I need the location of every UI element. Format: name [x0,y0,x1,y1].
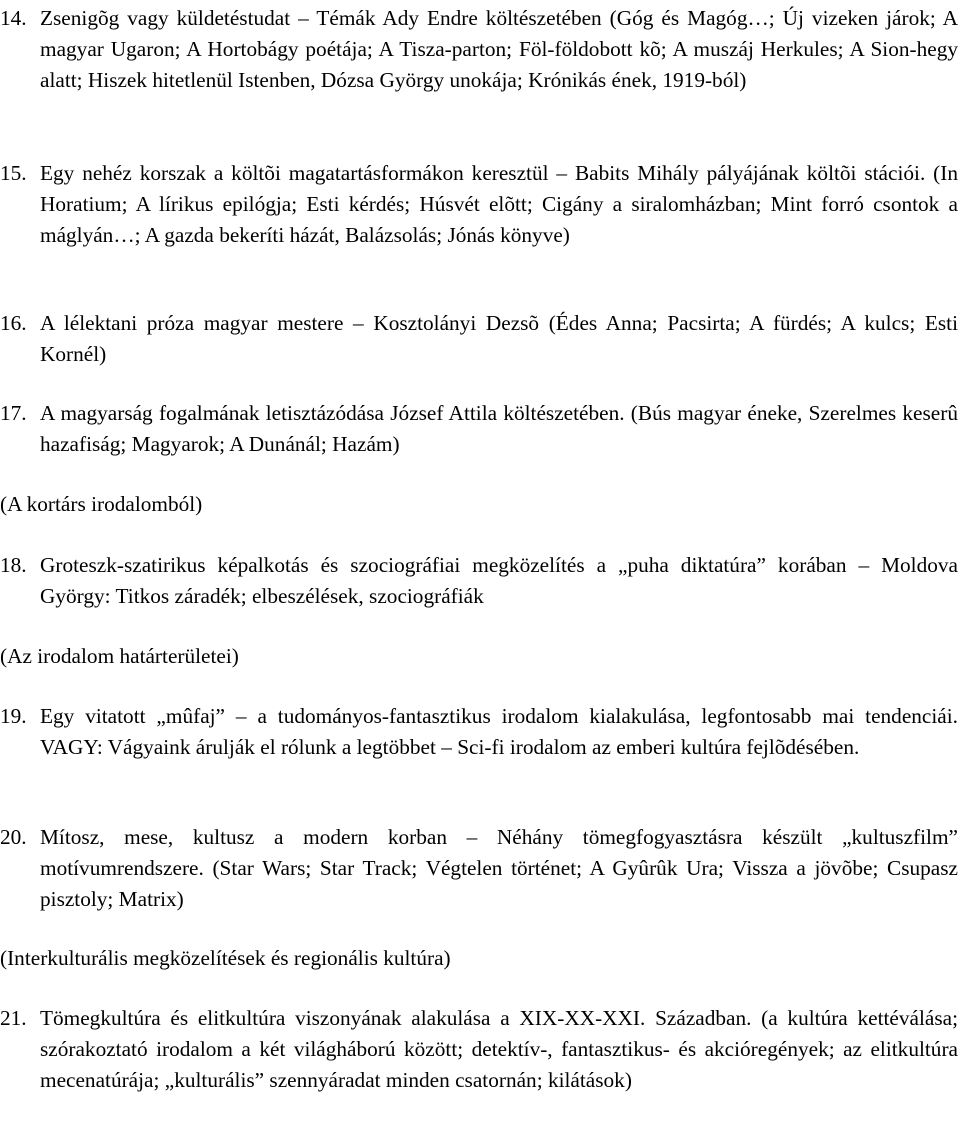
item-number: 21. [0,1006,27,1030]
item-text: Mítosz, mese, kultusz a modern korban – Néhány tömegfogyasztásra készült „kultuszfilm” motívumrendszere. (Star Wars; Star Track; Végtelen történet; A Gyûrûk Ura; Vissza a jövõbe; Csupasz pisztoly; Matrix) [40,825,958,911]
item-number: 17. [0,401,27,425]
list-item-14 [0,3,958,96]
item-text: A lélektani próza magyar mestere – Kosztolányi Dezsõ (Édes Anna; Pacsirta; A fürdés; A kulcs; Esti Kornél) [40,311,958,366]
item-number: 18. [0,553,27,577]
item-text: Groteszk-szatirikus képalkotás és szociográfiai megközelítés a „puha diktatúra” korában – Moldova György: Titkos záradék; elbeszélések, szociográfiák [40,553,958,608]
item-number: 14. [0,6,27,30]
section-heading-borders: (Az irodalom határterületei) [0,644,239,668]
item-text: Zsenigõg vagy küldetéstudat – Témák Ady Endre költészetében (Góg és Magóg…; Új vizeken járok; A magyar Ugaron; A Hortobágy poétája; A Tisza-parton; Föl-földobott kõ; A muszáj Herkules; A Sion-hegy alatt; Hiszek hitetlenül Istenben, Dózsa György unokája; Krónikás ének, 1919-ból) [40,6,958,92]
item-number: 16. [0,311,27,335]
list-item-17 [0,398,958,460]
item-number: 15. [0,161,27,185]
item-text: Tömegkultúra és elitkultúra viszonyának alakulása a XIX-XX-XXI. Században. (a kultúra kettéválása; szórakoztató irodalom a két világháború között; detektív-, fantasztikus- és akcióregények; az elitkultúra mecenatúrája; „kulturális” szennyáradat minden csatornán; kilátások) [40,1006,958,1092]
list-item-16 [0,308,958,370]
section-heading-contemporary: (A kortárs irodalomból) [0,492,203,516]
list-item-20 [0,822,958,915]
list-item-15 [0,158,958,251]
item-text: Egy vitatott „mûfaj” – a tudományos-fantasztikus irodalom kialakulása, legfontosabb mai tendenciái. VAGY: Vágyaink árulják el rólunk a legtöbbet – Sci-fi irodalom az emberi kultúra fejlõdésében. [40,704,958,759]
list-item-19 [0,701,958,763]
item-number: 19. [0,704,27,728]
item-text: A magyarság fogalmának letisztázódása József Attila költészetében. (Bús magyar éneke, Szerelmes keserû hazafiság; Magyarok; A Dunánál; Hazám) [40,401,958,456]
item-text: Egy nehéz korszak a költõi magatartásformákon keresztül – Babits Mihály pályájának költõi stációi. (In Horatium; A lírikus epilógja; Esti kérdés; Húsvét elõtt; Cigány a siralomházban; Mint forró csontok a máglyán…; A gazda bekeríti házát, Balázsolás; Jónás könyve) [40,161,958,247]
list-item-18 [0,550,958,612]
list-item-21 [0,1003,958,1096]
section-heading-intercultural: (Interkulturális megközelítések és regionális kultúra) [0,946,451,970]
item-number: 20. [0,825,27,849]
